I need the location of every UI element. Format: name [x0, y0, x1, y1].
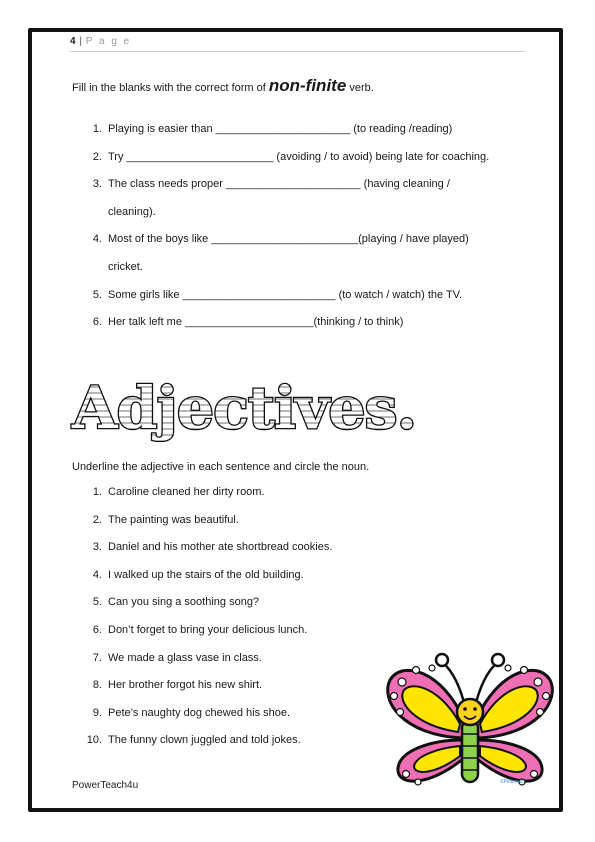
item-text: cricket. — [108, 260, 143, 273]
item-number: 5. — [92, 288, 102, 301]
item-number: 4. — [92, 568, 102, 581]
butterfly-illustration — [382, 650, 558, 790]
item-text: Pete’s naughty dog chewed his shoe. — [108, 706, 291, 719]
list-item — [72, 622, 332, 650]
item-text: Caroline cleaned her dirty room. — [108, 486, 265, 498]
item-text: Most of the boys like ________________________(playing / have played) — [108, 233, 469, 246]
list-item — [72, 539, 332, 567]
list-item — [72, 650, 332, 678]
footer-brand: PowerTeach4u — [72, 780, 139, 791]
item-number: 7. — [92, 651, 102, 664]
section2-instruction: Underline the adjective in each sentence and circle the noun. — [72, 461, 370, 473]
instruction-text: Fill in the blanks with the correct form of — [72, 82, 269, 94]
item-number: 1. — [92, 123, 102, 135]
adjective-sentences-list — [72, 484, 332, 760]
item-text: Her talk left me _____________________(thinking / to think) — [108, 316, 404, 329]
adjectives-title — [70, 372, 430, 442]
item-text: Her brother forgot his new shirt. — [108, 679, 263, 692]
item-number: 3. — [92, 178, 102, 191]
item-number: 5. — [92, 596, 102, 609]
page-separator: | — [76, 36, 86, 47]
page-label: P a g e — [85, 36, 132, 47]
item-text: I walked up the stairs of the old building. — [108, 568, 304, 581]
list-item — [72, 594, 332, 622]
item-text: Can you sing a soothing song? — [108, 596, 260, 609]
list-item — [72, 230, 489, 258]
list-item — [72, 677, 332, 705]
instruction-text-end: verb. — [346, 82, 374, 94]
item-text: Some girls like _________________________ (to watch / watch) the TV. — [108, 288, 463, 301]
fill-blanks-list — [72, 120, 489, 341]
item-text: Playing is easier than ______________________ (to reading /reading) — [108, 123, 453, 135]
list-item — [72, 512, 332, 540]
item-number: 1. — [92, 486, 102, 498]
item-number: 6. — [92, 316, 102, 329]
item-number: 10. — [86, 734, 102, 747]
list-item — [72, 705, 332, 733]
list-item — [72, 484, 332, 512]
image-credit: ©Pinterest — [500, 779, 524, 785]
item-number: 3. — [92, 541, 102, 554]
item-number: 6. — [92, 623, 102, 636]
item-text: We made a glass vase in class. — [108, 651, 262, 664]
item-number: 9. — [92, 706, 102, 719]
item-number: 4. — [92, 233, 102, 246]
page-header — [70, 36, 131, 47]
header-divider — [70, 51, 525, 52]
list-item — [72, 120, 489, 148]
list-item-continuation — [72, 258, 489, 286]
item-number: 2. — [92, 513, 102, 526]
list-item — [72, 148, 489, 176]
list-item — [72, 286, 489, 314]
item-number: 8. — [92, 679, 102, 692]
adjectives-title-text: Adjectives. — [70, 374, 416, 442]
item-number: 2. — [92, 150, 102, 163]
list-item — [72, 175, 489, 203]
item-text: cleaning). — [108, 205, 156, 218]
item-text: The funny clown juggled and told jokes. — [108, 734, 301, 747]
item-text: The class needs proper ______________________ (having cleaning / — [108, 178, 450, 191]
list-item — [72, 732, 332, 760]
list-item — [72, 313, 489, 341]
item-text: Don’t forget to bring your delicious lunch. — [108, 623, 308, 636]
section1-instruction — [72, 76, 374, 96]
item-text: The painting was beautiful. — [108, 513, 239, 526]
non-finite-emphasis: non-finite — [268, 76, 347, 95]
item-text: Daniel and his mother ate shortbread cookies. — [108, 541, 333, 554]
list-item-continuation — [72, 203, 489, 231]
list-item — [72, 567, 332, 595]
item-text: Try ________________________ (avoiding / to avoid) being late for coaching. — [108, 150, 490, 163]
page-number: 4 — [70, 36, 77, 47]
